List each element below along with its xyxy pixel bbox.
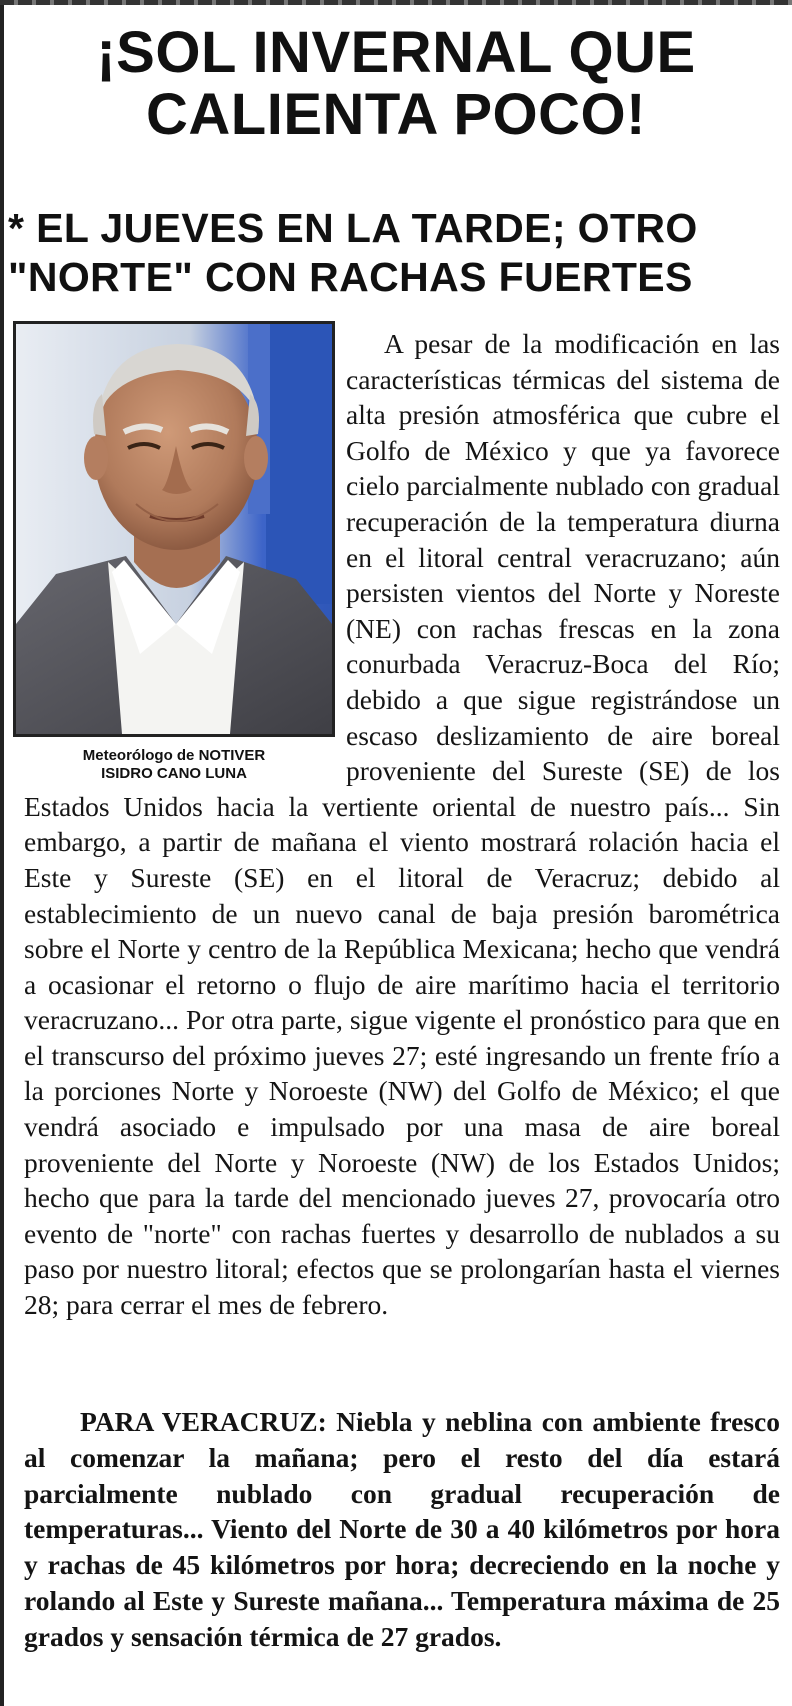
photo-caption-line2: ISIDRO CANO LUNA [101,765,247,782]
forecast-paragraph [24,1404,780,1655]
headline: ¡SOL INVERNAL QUE CALIENTA POCO! [96,20,696,147]
article-body-text: A pesar de la modificación en las características térmicas del sistema de alta presión atmosférica que cubre el Golfo de México y que ya favorece cielo parcialmente nublado con gradual recuperación de la temperatura diurna en el litoral central veracruzano; aún persisten vientos del Norte y Noreste (NE) con rachas frescas en la zona conurbada Veracruz-Boca del Río; debido a que sigue registrándose un escaso deslizamiento de aire boreal proveniente del Sureste (SE) de los Estados Unidos hacia la vertiente oriental de nuestro país... Sin embargo, a partir de mañana el viento mostrará rolación hacia el Este y Sureste (SE) en el litoral de Veracruz; debido al establecimiento de un nuevo canal de baja presión barométrica sobre el Norte y centro de la República Mexicana; hecho que vendrá a ocasionar el retorno o flujo de aire marítimo hacia el territorio veracruzano... Por otra parte, sigue vigente el pronóstico para que en el transcurso del próximo jueves 27; esté ingresando un frente frío a la porciones Norte y Noroeste (NW) del Golfo de México; el que vendrá asociado e impulsado por una masa de aire boreal proveniente del Norte y Noroeste (NW) de los Estados Unidos; hecho que para la tarde del mencionado jueves 27, provocaría otro evento de "norte" con rachas fuertes y desarrollo de nublados a su paso por nuestro litoral; efectos que se prolongarían hasta el viernes 28; para cerrar el mes de febrero. [24,328,780,1321]
subheadline: * EL JUEVES EN LA TARDE; OTRO "NORTE" CON RACHAS FUERTES [8,205,698,300]
top-rule [0,0,792,5]
photo-wrap-spacer [24,326,344,786]
photo-caption-line1: Meteorólogo de NOTIVER [82,747,266,764]
forecast-text: PARA VERACRUZ: Niebla y neblina con ambiente fresco al comenzar la mañana; pero el resto del día estará parcialmente nublado con gradual recuperación de temperaturas... Viento del Norte de 30 a 40 kilómetros por hora y rachas de 45 kilómetros por hora; decreciendo en la noche y rolando al Este y Sureste mañana... Temperatura máxima de 25 grados y sensación térmica de 27 grados. [24,1406,780,1652]
article-body [24,326,780,1323]
